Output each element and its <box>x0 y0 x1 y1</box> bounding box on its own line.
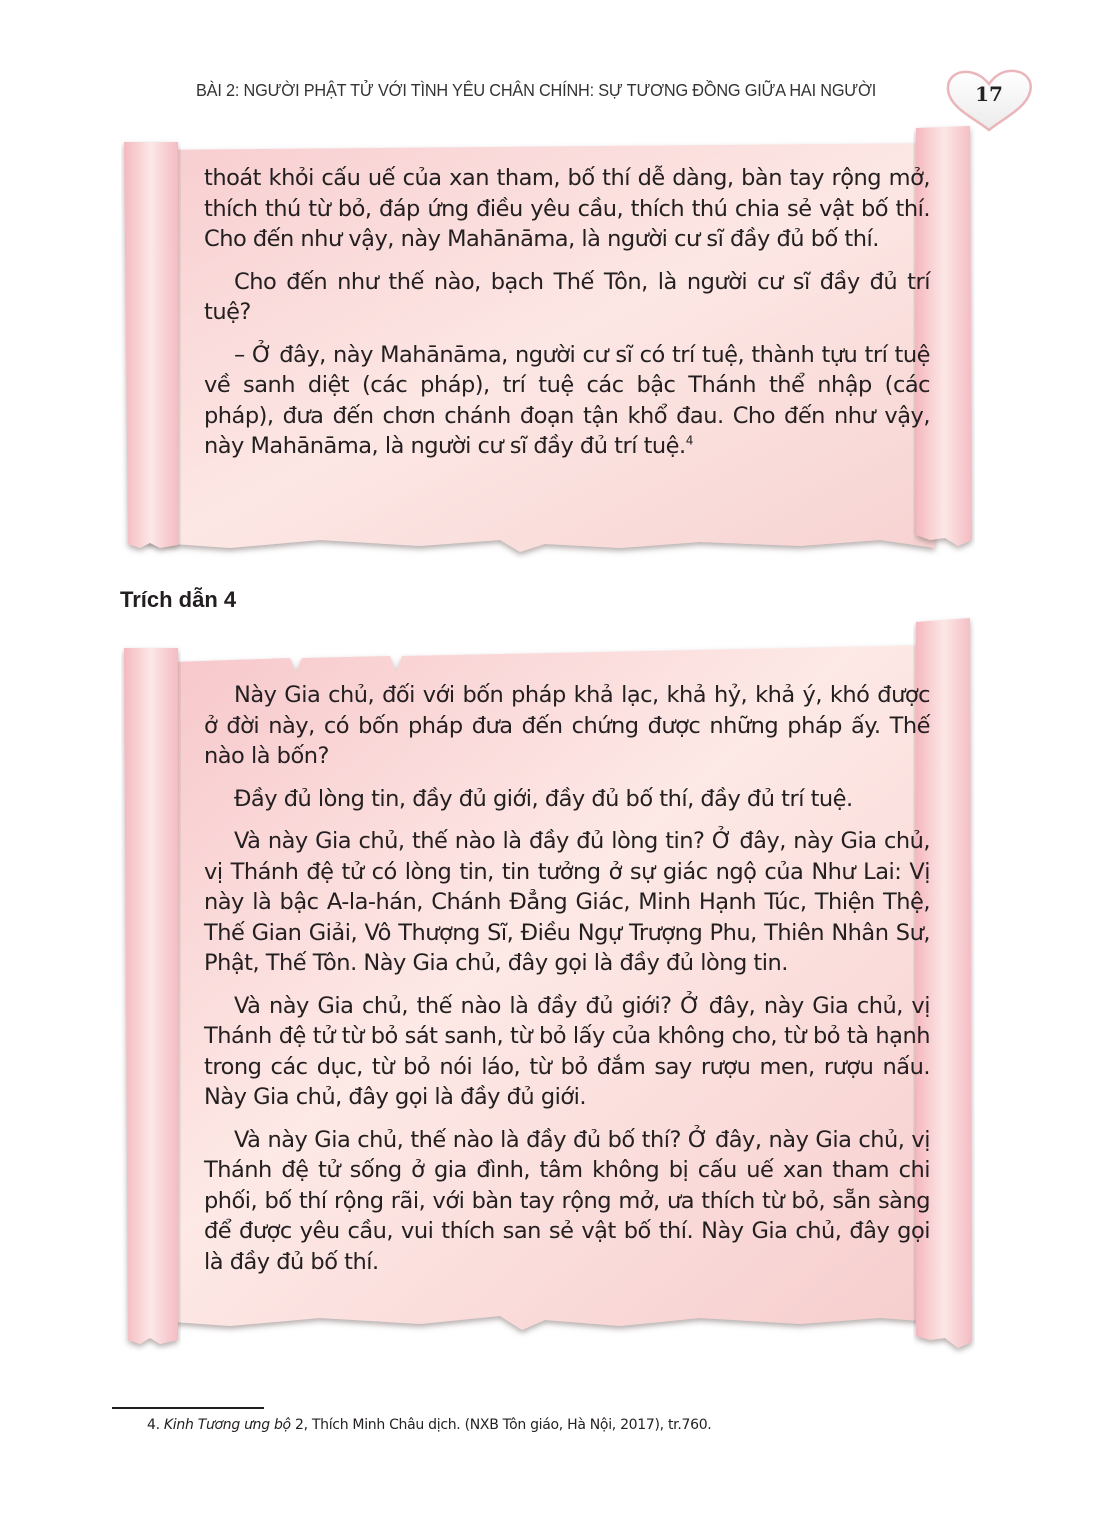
paragraph: Đầy đủ lòng tin, đầy đủ giới, đầy đủ bố thí, đầy đủ trí tuệ. <box>234 785 853 812</box>
footnote-book-title: Kinh Tương ưng bộ <box>163 1417 291 1433</box>
section-heading: Trích dẫn 4 <box>120 587 237 612</box>
running-header: BÀI 2: NGƯỜI PHẬT TỬ VỚI TÌNH YÊU CHÂN CHÍNH: SỰ TƯƠNG ĐỒNG GIỮA HAI NGƯỜI <box>196 80 877 100</box>
page-number: 17 <box>975 82 1003 106</box>
scroll-text-bottom <box>204 680 930 1289</box>
paragraph: Và này Gia chủ, thế nào là đầy đủ bố thí? Ở đây, này Gia chủ, vị Thánh đệ tử sống ở gia đình, tâm không bị cấu uế xan tham chi phối, bố thí rộng rãi, với bàn tay rộng mở, ưa thích từ bỏ, sẵn sàng để được yêu cầu, vui thích san sẻ vật bố thí. Này Gia chủ, đây gọi là đầy đủ bố thí. <box>204 1126 930 1275</box>
footnote-citation: 2, Thích Minh Châu dịch. (NXB Tôn giáo, Hà Nội, 2017), tr.760. <box>290 1417 712 1433</box>
paragraph: thoát khỏi cấu uế của xan tham, bố thí dễ dàng, bàn tay rộng mở, thích thú từ bỏ, đáp ứng điều yêu cầu, thích thú chia sẻ vật bố thí. Cho đến như vậy, này Mahānāma, là người cư sĩ đầy đủ bố thí. <box>204 165 930 252</box>
paragraph: Và này Gia chủ, thế nào là đầy đủ giới? Ở đây, này Gia chủ, vị Thánh đệ tử từ bỏ sát sanh, từ bỏ lấy của không cho, từ bỏ tà hạnh trong các dục, từ bỏ nói láo, từ bỏ đắm say rượu men, rượu nấu. Này Gia chủ, đây gọi là đầy đủ giới. <box>204 992 930 1110</box>
footnote-number: 4. <box>147 1417 160 1433</box>
paragraph: Này Gia chủ, đối với bốn pháp khả lạc, khả hỷ, khả ý, khó được ở đời này, có bốn pháp đưa đến chứng được những pháp ấy. Thế nào là bốn? <box>204 682 930 769</box>
paragraph: Cho đến như thế nào, bạch Thế Tôn, là người cư sĩ đầy đủ trí tuệ? <box>204 268 930 325</box>
paragraph: Và này Gia chủ, thế nào là đầy đủ lòng tin? Ở đây, này Gia chủ, vị Thánh đệ tử có lòng tin, tin tưởng ở sự giác ngộ của Như Lai: Vị này là bậc A-la-hán, Chánh Đẳng Giác, Minh Hạnh Túc, Thiện Thệ, Thế Gian Giải, Vô Thượng Sĩ, Điều Ngự Trượng Phu, Thiên Nhân Sư, Phật, Thế Tôn. Này Gia chủ, đây gọi là đầy đủ lòng tin. <box>204 828 930 976</box>
footnote-ref[interactable]: 4 <box>685 433 693 448</box>
paragraph-text: – Ở đây, này Mahānāma, người cư sĩ có trí tuệ, thành tựu trí tuệ về sanh diệt (các pháp), trí tuệ các bậc Thánh thể nhập (các pháp), đưa đến chơn chánh đoạn tận khổ đau. Cho đến như vậy, này Mahānāma, là người cư sĩ đầy đủ trí tuệ. <box>204 341 930 459</box>
footnote <box>147 1417 711 1433</box>
footnote-divider <box>112 1407 264 1409</box>
